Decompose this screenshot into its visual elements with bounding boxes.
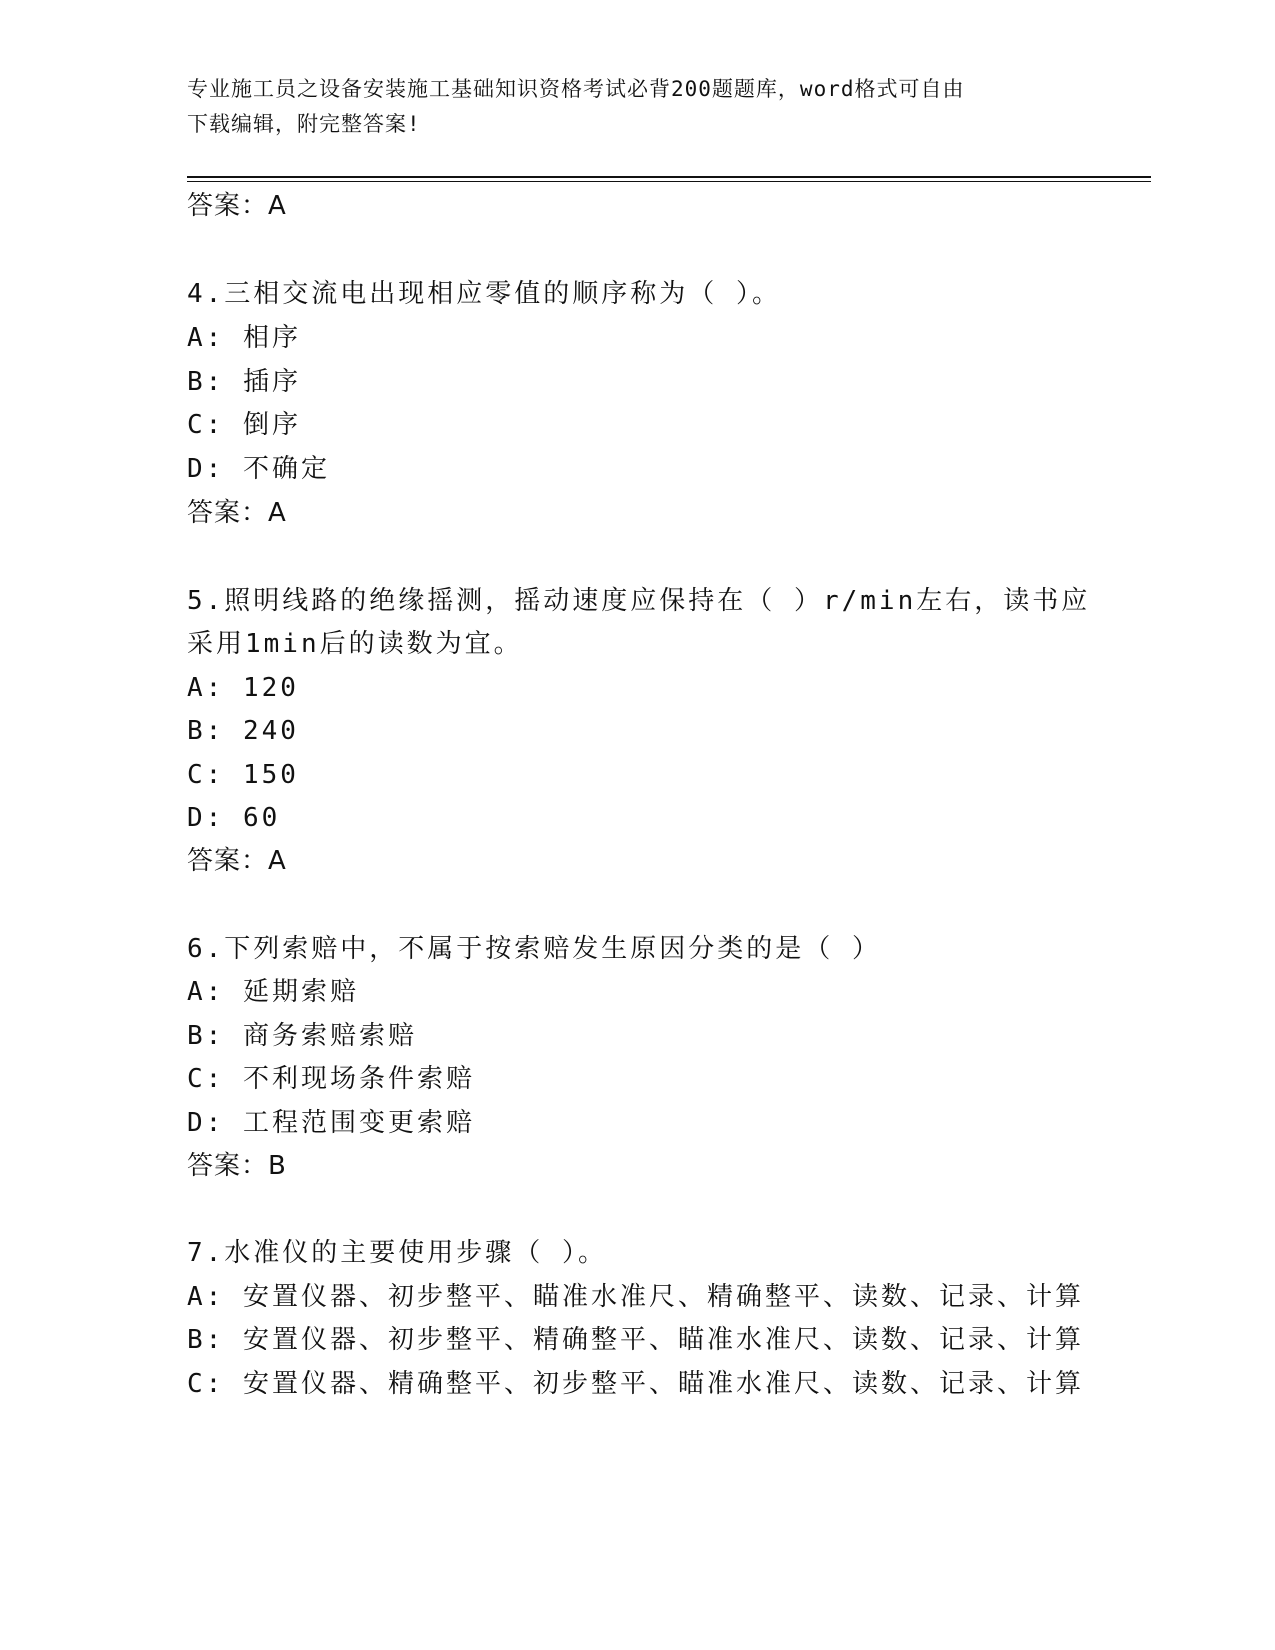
question-5-option-c: C: 150 — [187, 760, 299, 790]
document-header — [187, 72, 1067, 142]
question-7-stem: 7.水准仪的主要使用步骤（ ）。 — [187, 1238, 607, 1268]
question-7-option-a: A: 安置仪器、初步整平、瞄准水准尺、精确整平、读数、记录、计算 — [187, 1282, 1084, 1312]
question-6-option-a: A: 延期索赔 — [187, 977, 359, 1007]
question-6-option-d: D: 工程范围变更索赔 — [187, 1108, 475, 1138]
question-4-stem: 4.三相交流电出现相应零值的顺序称为（ ）。 — [187, 279, 781, 309]
header-line-2: 下载编辑，附完整答案! — [187, 112, 421, 136]
question-6-option-c: C: 不利现场条件索赔 — [187, 1064, 475, 1094]
header-line-1: 专业施工员之设备安装施工基础知识资格考试必背200题题库，word格式可自由 — [187, 77, 965, 101]
question-5-stem: 5.照明线路的绝缘摇测，摇动速度应保持在（ ）r/min左右，读书应 — [187, 586, 1091, 616]
question-5-option-a: A: 120 — [187, 673, 299, 703]
question-4-option-b: B: 插序 — [187, 367, 301, 397]
question-7-option-b: B: 安置仪器、初步整平、精确整平、瞄准水准尺、读数、记录、计算 — [187, 1325, 1084, 1355]
question-5-stem-continued: 采用1min后的读数为宜。 — [187, 629, 523, 659]
header-divider-thin — [187, 181, 1151, 182]
question-5-option-b: B: 240 — [187, 716, 299, 746]
header-divider — [187, 176, 1151, 178]
question-4-answer: 答案：A — [187, 498, 287, 528]
question-6-answer: 答案：B — [187, 1151, 287, 1181]
question-7-option-c: C: 安置仪器、精确整平、初步整平、瞄准水准尺、读数、记录、计算 — [187, 1369, 1084, 1399]
question-6-stem: 6.下列索赔中，不属于按索赔发生原因分类的是（ ） — [187, 934, 881, 964]
question-5-answer: 答案：A — [187, 846, 287, 876]
question-4-option-c: C: 倒序 — [187, 410, 301, 440]
question-4-option-d: D: 不确定 — [187, 454, 330, 484]
previous-answer: 答案：A — [187, 191, 287, 221]
question-4-option-a: A: 相序 — [187, 323, 301, 353]
question-5-option-d: D: 60 — [187, 803, 281, 833]
question-6-option-b: B: 商务索赔索赔 — [187, 1021, 417, 1051]
